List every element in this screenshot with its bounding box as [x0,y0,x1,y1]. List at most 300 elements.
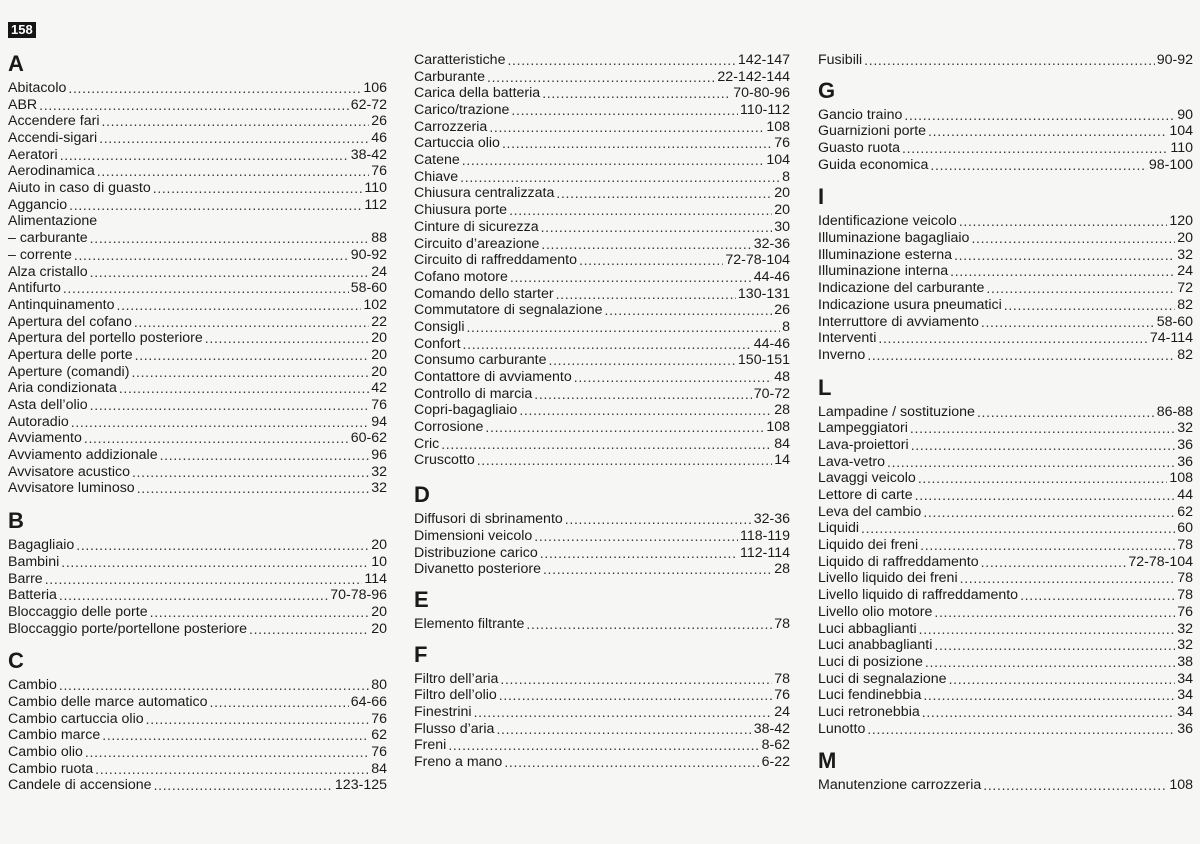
dot-leader [904,107,1175,124]
entry-term: Aggancio [8,196,68,213]
entry-term: Bagagliaio [8,537,75,554]
index-entry [414,369,790,386]
entry-pages: 120 [1169,213,1193,230]
section-letter: A [8,51,24,76]
dot-leader [131,364,369,381]
index-entry [414,202,790,219]
dot-leader [137,480,370,497]
entry-list [818,777,1193,794]
entry-term: Avviamento addizionale [8,447,158,464]
page-number: 158 [8,22,36,38]
entry-pages: 6-22 [761,754,790,771]
dot-leader [71,414,369,431]
section-letter: I [818,184,825,210]
entry-term: Manutenzione carrozzeria [818,777,982,794]
index-entry [8,677,387,694]
entry-pages: 104 [1169,123,1193,140]
index-entry [8,314,387,331]
index-entry [414,545,790,562]
index-entry [414,386,790,403]
entry-term: ABR [8,96,38,113]
entry-pages: 94 [371,413,387,430]
dot-leader [84,430,349,447]
entry-term: Cofano motore [414,268,508,285]
entry-term: Caratteristiche [414,51,506,68]
dot-leader [504,754,759,771]
index-entry [8,430,387,447]
dot-leader [154,777,333,794]
dot-leader [556,286,736,303]
entry-pages: 28 [774,402,790,419]
index-entry [818,264,1193,281]
entry-term: Guarnizioni porte [818,123,927,140]
index-entry [8,230,387,247]
dot-leader [981,314,1155,331]
dot-leader [986,280,1175,297]
entry-pages: 123-125 [334,777,387,794]
entry-pages: 24 [1177,263,1193,280]
entry-pages: 76 [371,744,387,761]
entry-pages: 76 [371,710,387,727]
entry-term: Distribuzione carico [414,544,538,561]
entry-term: Flusso d’aria [414,720,495,737]
index-entry [8,380,387,397]
dot-leader [496,721,751,738]
index-section [414,483,790,578]
dot-leader [949,671,1176,688]
index-entry [818,777,1193,794]
entry-pages: 86-88 [1156,403,1193,420]
index-entry [8,621,387,638]
entry-pages: 14 [774,452,790,469]
entry-list [414,511,790,578]
dot-leader [39,97,349,114]
entry-term: Guida economica [818,156,929,173]
entry-term: Indicazione usura pneumatici [818,296,1002,313]
entry-term: Contattore di avviamento [414,369,572,386]
dot-leader [489,119,764,136]
index-entry [414,119,790,136]
dot-leader [116,297,361,314]
index-section [818,376,1193,738]
entry-pages: 32-36 [753,511,790,528]
entry-term: Accendi-sigari [8,130,98,147]
index-entry [8,180,387,197]
index-entry [414,302,790,319]
entry-term: Bambini [8,553,60,570]
index-entry [818,280,1193,297]
index-section [8,52,387,497]
section-letter: E [414,586,429,612]
index-entry [8,414,387,431]
entry-pages: 72 [1177,280,1193,297]
entry-pages: 110-112 [740,102,790,119]
index-entry [414,704,790,721]
dot-leader [119,380,369,397]
entry-term: Liquido dei freni [818,537,919,554]
entry-term: Luci di posizione [818,653,923,670]
index-entry [8,247,387,264]
entry-term: Avvisatore acustico [8,463,130,480]
dot-leader [132,464,369,481]
entry-pages: 98-100 [1148,156,1193,173]
dot-leader [101,113,369,130]
entry-term: Livello liquido di raffreddamento [818,587,1019,604]
entry-pages: 110 [364,180,387,197]
entry-term: Chiave [414,168,459,185]
entry-pages: 76 [1177,603,1193,620]
entry-term: Carica della batteria [414,85,541,102]
index-entry [414,511,790,528]
entry-term: Antifurto [8,280,61,297]
index-entry [818,213,1193,230]
entry-term: Indicazione del carburante [818,280,985,297]
entry-pages: 112 [364,196,387,213]
entry-term: Finestrini [414,703,472,720]
index-entry [414,352,790,369]
entry-pages: 58-60 [1156,313,1193,330]
dot-leader [540,545,738,562]
index-section [414,52,790,469]
dot-leader [90,264,370,281]
entry-pages: 78 [774,670,790,687]
entry-term: Dimensioni veicolo [414,527,533,544]
entry-list [414,616,790,633]
entry-term: Commutatore di segnalazione [414,302,603,319]
index-entry [818,554,1193,571]
index-entry [8,214,387,231]
entry-pages: 70-72 [753,385,790,402]
dot-leader [579,252,723,269]
entry-term: Candele di accensione [8,777,152,794]
dot-leader [911,437,1176,454]
dot-leader [981,554,1127,571]
entry-term: Consigli [414,318,465,335]
index-entry [414,252,790,269]
dot-leader [541,219,773,236]
entry-pages: 76 [371,397,387,414]
index-entry [8,163,387,180]
entry-pages: 28 [774,561,790,578]
entry-term: – carburante [8,230,88,247]
index-entry [818,140,1193,157]
dot-leader [63,280,349,297]
dot-leader [85,744,369,761]
index-entry [8,280,387,297]
dot-leader [910,420,1175,437]
entry-term: Luci fendinebbia [818,687,922,704]
dot-leader [983,777,1167,794]
entry-term: Copri-bagagliaio [414,402,518,419]
entry-term: Cambio cartuccia olio [8,710,144,727]
entry-pages: 96 [371,447,387,464]
index-entry [818,297,1193,314]
index-entry [414,102,790,119]
dot-leader [923,504,1175,521]
entry-pages: 32-36 [753,235,790,252]
entry-pages: 36 [1177,720,1193,737]
entry-list [818,107,1193,174]
entry-pages: 104 [766,152,790,169]
index-entry [414,69,790,86]
entry-term: Aria condizionata [8,380,117,397]
index-section [818,52,1193,69]
entry-term: Carrozzeria [414,118,488,135]
entry-pages: 10 [371,553,387,570]
dot-leader [102,727,369,744]
dot-leader [1004,297,1175,314]
dot-leader [574,369,772,386]
index-entry [414,561,790,578]
index-column [414,52,790,771]
dot-leader [134,314,369,331]
entry-pages: 150-151 [737,352,790,369]
entry-term: Illuminazione esterna [818,246,953,263]
dot-leader [59,677,369,694]
entry-term: Freno a mano [414,754,503,771]
index-entry [8,147,387,164]
entry-term: Apertura del cofano [8,313,132,330]
dot-leader [485,419,764,436]
index-entry [8,727,387,744]
index-entry [818,470,1193,487]
entry-pages: 32 [1177,637,1193,654]
index-entry [8,711,387,728]
index-entry [818,537,1193,554]
dot-leader [565,511,752,528]
entry-pages: 82 [1177,296,1193,313]
dot-leader [864,52,1155,69]
entry-pages: 20 [371,603,387,620]
dot-leader [463,336,752,353]
entry-term: Leva del cambio [818,503,922,520]
dot-leader [954,247,1175,264]
dot-leader [210,694,349,711]
index-entry [818,520,1193,537]
entry-pages: 20 [371,537,387,554]
dot-leader [915,487,1176,504]
entry-pages: 34 [1177,687,1193,704]
index-entry [414,85,790,102]
dot-leader [867,721,1175,738]
dot-leader [146,711,370,728]
entry-term: Liquido di raffreddamento [818,553,979,570]
index-entry [8,297,387,314]
index-entry [8,464,387,481]
index-section [414,643,790,771]
entry-pages: 90 [1177,106,1193,123]
index-entry [414,453,790,470]
index-entry [818,487,1193,504]
entry-term: Cartuccia olio [414,135,500,152]
dot-leader [925,654,1175,671]
entry-term: Autoradio [8,413,69,430]
index-entry [414,152,790,169]
dot-leader [76,537,369,554]
index-entry [414,186,790,203]
entry-pages: 8 [782,318,790,335]
entry-pages: 32 [371,463,387,480]
entry-pages: 72-78-104 [725,252,790,269]
entry-pages: 108 [1169,470,1193,487]
entry-term: Chiusura porte [414,202,508,219]
index-entry [818,721,1193,738]
entry-pages: 32 [1177,420,1193,437]
entry-term: Cruscotto [414,452,475,469]
entry-pages: 80 [371,677,387,694]
dot-leader [90,397,370,414]
entry-term: Aperture (comandi) [8,363,130,380]
index-entry [8,113,387,130]
entry-pages: 108 [766,419,790,436]
entry-pages: 62-72 [350,96,387,113]
dot-leader [526,616,772,633]
entry-list [8,677,387,794]
entry-pages: 90-92 [350,246,387,263]
entry-pages: 34 [1177,703,1193,720]
index-entry [8,761,387,778]
entry-pages: 20 [371,330,387,347]
index-entry [818,123,1193,140]
entry-pages: 62 [1177,503,1193,520]
index-entry [818,637,1193,654]
entry-term: Identificazione veicolo [818,213,957,230]
section-letter: G [818,77,836,103]
dot-leader [90,230,370,247]
dot-leader [153,180,363,197]
entry-pages: 20 [774,185,790,202]
entry-term: Livello olio motore [818,603,933,620]
dot-leader [502,135,772,152]
entry-term: Elemento filtrante [414,615,525,632]
entry-pages: 78 [774,615,790,632]
entry-pages: 84 [371,760,387,777]
index-entry [818,157,1193,174]
entry-pages: 118-119 [740,527,790,544]
dot-leader [549,352,736,369]
entry-pages: 78 [1177,570,1193,587]
dot-leader [509,202,772,219]
entry-term: Alza cristallo [8,263,88,280]
entry-term: Luci abbaglianti [818,620,917,637]
index-entry [818,314,1193,331]
entry-term: Lettore di carte [818,487,913,504]
entry-term: Lava-vetro [818,453,886,470]
entry-term: Illuminazione bagagliaio [818,230,970,247]
index-section [818,79,1193,174]
dot-leader [61,554,369,571]
section-letter: F [414,641,428,667]
index-entry [8,537,387,554]
index-entry [818,687,1193,704]
section-letter: M [818,748,837,774]
index-entry [8,130,387,147]
entry-term: Carburante [414,68,485,85]
entry-pages: 24 [774,703,790,720]
dot-leader [959,213,1168,230]
entry-list [818,213,1193,363]
entry-pages: 78 [1177,537,1193,554]
entry-term: Lunotto [818,720,866,737]
index-section [414,588,790,633]
entry-term: Avviamento [8,430,82,447]
dot-leader [99,130,369,147]
entry-term: Apertura del portello posteriore [8,330,203,347]
index-entry [414,419,790,436]
entry-term: Circuito d’areazione [414,235,540,252]
entry-term: Lampeggiatori [818,420,908,437]
entry-pages: 76 [774,135,790,152]
dot-leader [930,157,1146,174]
entry-term: Lavaggi veicolo [818,470,916,487]
entry-term: Consumo carburante [414,352,547,369]
entry-term: Corrosione [414,419,484,436]
entry-pages: 74-114 [1149,330,1193,347]
entry-term: Bloccaggio porte/portellone posteriore [8,620,247,637]
dot-leader [861,520,1175,537]
entry-pages: 24 [371,263,387,280]
index-entry [8,744,387,761]
index-entry [414,219,790,236]
dot-leader [69,197,362,214]
entry-term: Inverno [818,346,866,363]
index-entry [414,671,790,688]
entry-term: Luci di segnalazione [818,670,947,687]
index-entry [8,587,387,604]
entry-pages: 26 [371,113,387,130]
entry-term: Catene [414,152,460,169]
entry-pages: 70-80-96 [733,85,790,102]
index-section [818,749,1193,794]
dot-leader [466,319,780,336]
dot-leader [499,687,772,704]
index-entry [818,571,1193,588]
entry-pages: 60 [1177,520,1193,537]
index-entry [414,169,790,186]
dot-leader [150,604,370,621]
dot-leader [918,470,1168,487]
entry-pages: 44-46 [753,268,790,285]
index-entry [8,80,387,97]
dot-leader [950,263,1175,280]
entry-pages: 20 [371,363,387,380]
entry-term: Alimentazione [8,213,98,230]
entry-term: Aeratori [8,146,58,163]
dot-leader [902,140,1168,157]
index-entry [818,420,1193,437]
entry-pages: 84 [774,435,790,452]
dot-leader [462,152,765,169]
dot-leader [556,185,772,202]
entry-term: Antinquinamento [8,296,115,313]
entry-term: Apertura delle porte [8,346,133,363]
index-entry [818,230,1193,247]
entry-list [818,404,1193,738]
entry-term: Controllo di marcia [414,385,533,402]
index-entry [818,704,1193,721]
entry-pages: 62 [371,727,387,744]
dot-leader [60,147,349,164]
index-entry [818,654,1193,671]
index-entry [414,436,790,453]
index-entry [818,504,1193,521]
index-entry [818,347,1193,364]
dot-leader [500,671,772,688]
entry-term: Accendere fari [8,113,100,130]
entry-pages: 20 [371,346,387,363]
entry-pages: 30 [774,218,790,235]
index-entry [8,264,387,281]
